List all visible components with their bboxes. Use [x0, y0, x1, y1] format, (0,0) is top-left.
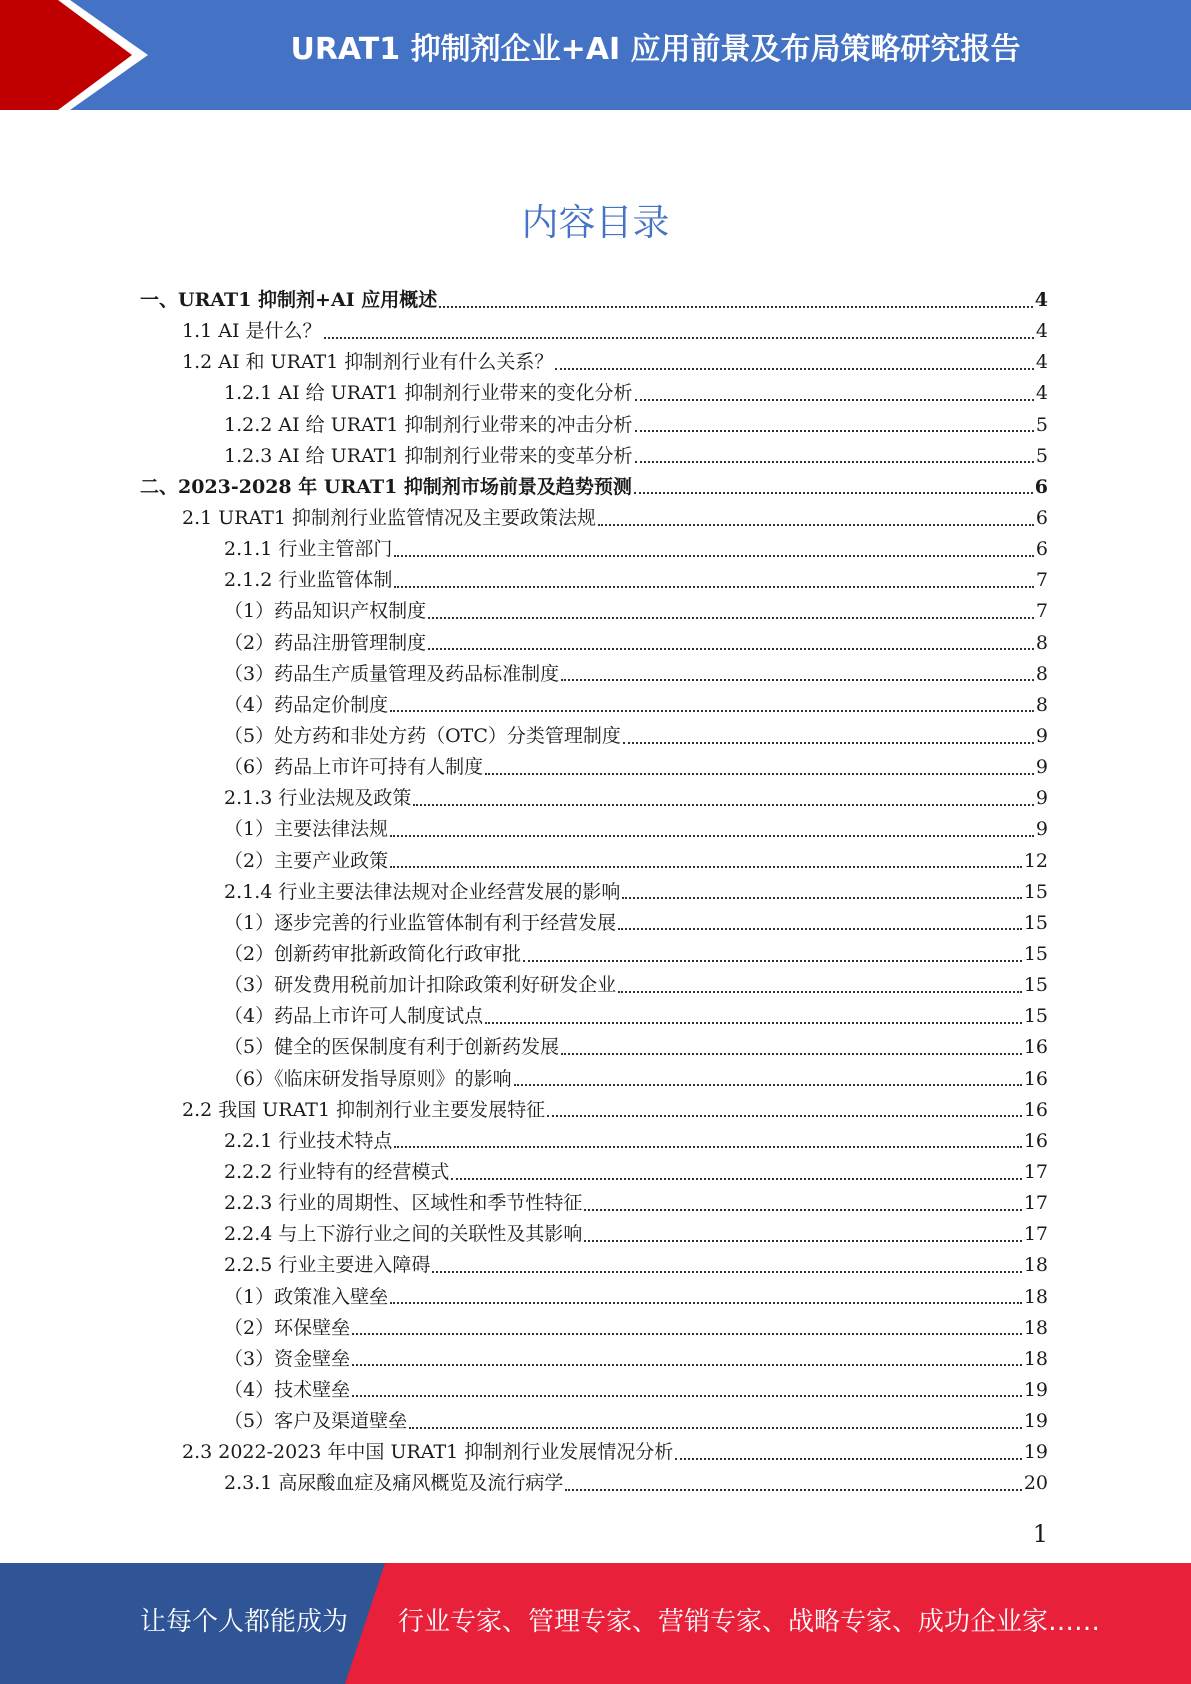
toc-entry[interactable] [140, 1250, 1048, 1281]
footer-slogan-left: 让每个人都能成为 [140, 1607, 349, 1637]
toc-entry-page: 4 [1035, 382, 1048, 405]
toc-leader-dots [413, 804, 1034, 806]
toc-entry-text: 1.1 AI 是什么？ [182, 320, 322, 343]
toc-entry-page: 16 [1023, 1098, 1048, 1121]
toc-entry-page: 16 [1023, 1067, 1048, 1090]
toc-entry-text: 2.2.2 行业特有的经营模式 [224, 1160, 450, 1183]
toc-entry[interactable] [140, 1468, 1048, 1499]
toc-leader-dots [428, 648, 1034, 650]
toc-entry-text: 二、2023-2028 年 URAT1 抑制剂市场前景及趋势预测 [140, 475, 632, 498]
toc-leader-dots [394, 555, 1034, 557]
toc-entry[interactable] [140, 1313, 1048, 1344]
toc-entry-text: 1.2 AI 和 URAT1 抑制剂行业有什么关系？ [182, 351, 554, 374]
toc-entry[interactable] [140, 659, 1048, 690]
toc-leader-dots [635, 399, 1034, 401]
toc-leader-dots [622, 897, 1021, 899]
toc-entry-text: 2.2.5 行业主要进入障碍 [224, 1254, 431, 1277]
toc-entry-text: （5）健全的医保制度有利于创新药发展 [224, 1036, 560, 1059]
toc-entry[interactable] [140, 285, 1048, 316]
toc-entry-page: 15 [1023, 911, 1048, 934]
toc-entry-page: 19 [1023, 1378, 1048, 1401]
toc-leader-dots [561, 679, 1034, 681]
toc-leader-dots [352, 1333, 1022, 1335]
toc-entry[interactable] [140, 783, 1048, 814]
toc-entry-text: （6）《临床研发指导原则》的影响 [224, 1067, 512, 1090]
toc-entry[interactable] [140, 877, 1048, 908]
toc-leader-dots [451, 1178, 1021, 1180]
toc-entry[interactable] [140, 503, 1048, 534]
toc-entry-page: 15 [1023, 942, 1048, 965]
toc-entry-text: 2.3 2022-2023 年中国 URAT1 抑制剂行业发展情况分析 [182, 1441, 674, 1464]
toc-entry-text: 2.2.3 行业的周期性、区域性和季节性特征 [224, 1192, 583, 1215]
report-title: URAT1 抑制剂企业+AI 应用前景及布局策略研究报告 [290, 32, 1021, 67]
toc-entry-page: 18 [1023, 1254, 1048, 1277]
toc-entry-page: 7 [1035, 569, 1048, 592]
toc-leader-dots [618, 928, 1022, 930]
toc-leader-dots [561, 1053, 1022, 1055]
toc-entry-text: 2.3.1 高尿酸血症及痛风概览及流行病学 [224, 1472, 564, 1495]
toc-leader-dots [324, 337, 1034, 339]
toc-leader-dots [390, 866, 1022, 868]
toc-entry-text: （5）客户及渠道壁垒 [224, 1410, 408, 1433]
toc-entry[interactable] [140, 690, 1048, 721]
toc-leader-dots [547, 1115, 1022, 1117]
toc-leader-dots [352, 1395, 1022, 1397]
toc-entry-page: 6 [1034, 475, 1048, 498]
toc-leader-dots [352, 1364, 1022, 1366]
toc-entry-text: （1）主要法律法规 [224, 818, 389, 841]
toc-entry[interactable] [140, 1344, 1048, 1375]
toc-entry[interactable] [140, 814, 1048, 845]
toc-leader-dots [635, 430, 1034, 432]
toc-entry-text: （1）药品知识产权制度 [224, 600, 427, 623]
toc-entry-text: （3）药品生产质量管理及药品标准制度 [224, 662, 560, 685]
toc-entry-page: 5 [1035, 444, 1048, 467]
toc-entry[interactable] [140, 752, 1048, 783]
toc-entry-text: （2）主要产业政策 [224, 849, 389, 872]
toc-entry[interactable] [140, 378, 1048, 409]
toc-leader-dots [634, 492, 1033, 494]
toc-entry-page: 16 [1023, 1129, 1048, 1152]
toc-leader-dots [523, 960, 1022, 962]
toc-entry-page: 4 [1035, 351, 1048, 374]
toc-entry-text: （2）药品注册管理制度 [224, 631, 427, 654]
toc-entry-text: 2.2.1 行业技术特点 [224, 1129, 393, 1152]
toc-entry[interactable] [140, 565, 1048, 596]
toc-entry[interactable] [140, 1375, 1048, 1406]
toc-leader-dots [428, 617, 1034, 619]
toc-entry-text: （6）药品上市许可持有人制度 [224, 756, 484, 779]
toc-entry-text: 1.2.1 AI 给 URAT1 抑制剂行业带来的变化分析 [224, 382, 633, 405]
toc-entry[interactable] [140, 441, 1048, 472]
toc-entry[interactable] [140, 721, 1048, 752]
toc-entry[interactable] [140, 1188, 1048, 1219]
toc-entry[interactable] [140, 1064, 1048, 1095]
toc-leader-dots [675, 1458, 1022, 1460]
toc-entry-page: 4 [1035, 320, 1048, 343]
toc-entry[interactable] [140, 939, 1048, 970]
toc-entry-text: 1.2.3 AI 给 URAT1 抑制剂行业带来的变革分析 [224, 444, 633, 467]
toc-entry[interactable] [140, 410, 1048, 441]
toc-entry[interactable] [140, 908, 1048, 939]
toc-leader-dots [555, 368, 1034, 370]
toc-entry[interactable] [140, 1437, 1048, 1468]
toc-entry-page: 19 [1023, 1410, 1048, 1433]
toc-leader-dots [584, 1209, 1021, 1211]
toc-entry[interactable] [140, 1282, 1048, 1313]
toc-leader-dots [565, 1489, 1021, 1491]
toc-leader-dots [390, 1302, 1022, 1304]
toc-leader-dots [598, 524, 1034, 526]
toc-entry-text: （2）创新药审批新政简化行政审批 [224, 942, 522, 965]
toc-entry[interactable] [140, 1001, 1048, 1032]
toc-leader-dots [390, 710, 1034, 712]
footer-slogan-right: 行业专家、管理专家、营销专家、战略专家、成功企业家…… [398, 1607, 1101, 1637]
toc-leader-dots [618, 991, 1022, 993]
toc-entry-page: 8 [1035, 662, 1048, 685]
toc-entry[interactable] [140, 596, 1048, 627]
toc-entry-page: 9 [1035, 724, 1048, 747]
toc-entry-text: 2.1.1 行业主管部门 [224, 538, 393, 561]
toc-leader-dots [514, 1084, 1022, 1086]
toc-entry-page: 17 [1023, 1223, 1048, 1246]
toc-entry[interactable] [140, 628, 1048, 659]
toc-leader-dots [390, 835, 1034, 837]
toc-entry-text: （4）药品定价制度 [224, 693, 389, 716]
toc-leader-dots [584, 1240, 1021, 1242]
toc-entry-page: 6 [1035, 506, 1048, 529]
toc-entry-text: （1）政策准入壁垒 [224, 1285, 389, 1308]
toc-entry-page: 17 [1023, 1160, 1048, 1183]
toc-leader-dots [439, 306, 1033, 308]
toc-leader-dots [485, 1022, 1022, 1024]
toc-entry[interactable] [140, 472, 1048, 503]
toc-entry[interactable] [140, 316, 1048, 347]
toc-entry-text: 2.1.4 行业主要法律法规对企业经营发展的影响 [224, 880, 621, 903]
toc-entry[interactable] [140, 846, 1048, 877]
toc-entry-page: 15 [1023, 974, 1048, 997]
toc-leader-dots [485, 773, 1034, 775]
toc-entry-page: 18 [1023, 1316, 1048, 1339]
page-footer [0, 1563, 1191, 1684]
toc-entry-text: 2.2 我国 URAT1 抑制剂行业主要发展特征 [182, 1098, 546, 1121]
toc-entry-page: 4 [1034, 289, 1048, 311]
table-of-contents [140, 285, 1048, 1499]
toc-entry[interactable] [140, 1406, 1048, 1437]
toc-entry-page: 9 [1035, 787, 1048, 810]
toc-entry-page: 8 [1035, 631, 1048, 654]
toc-entry-page: 16 [1023, 1036, 1048, 1059]
toc-entry-page: 20 [1023, 1472, 1048, 1495]
toc-entry-page: 15 [1023, 880, 1048, 903]
toc-leader-dots [432, 1271, 1021, 1273]
toc-entry-text: 一、URAT1 抑制剂+AI 应用概述 [140, 289, 438, 311]
toc-entry-text: 2.1 URAT1 抑制剂行业监管情况及主要政策法规 [182, 506, 597, 529]
page-number: 1 [1032, 1520, 1048, 1548]
toc-entry-text: （4）技术壁垒 [224, 1378, 351, 1401]
toc-entry-page: 19 [1023, 1441, 1048, 1464]
toc-entry-page: 18 [1023, 1347, 1048, 1370]
toc-entry-page: 5 [1035, 413, 1048, 436]
toc-entry[interactable] [140, 1032, 1048, 1063]
toc-entry-page: 12 [1023, 849, 1048, 872]
toc-entry-page: 7 [1035, 600, 1048, 623]
toc-entry-page: 9 [1035, 818, 1048, 841]
toc-entry-page: 17 [1023, 1192, 1048, 1215]
toc-entry-text: （4）药品上市许可人制度试点 [224, 1005, 484, 1028]
toc-entry-text: （5）处方药和非处方药（OTC）分类管理制度 [224, 724, 621, 747]
toc-entry-text: 2.2.4 与上下游行业之间的关联性及其影响 [224, 1223, 583, 1246]
toc-entry-page: 15 [1023, 1005, 1048, 1028]
toc-leader-dots [394, 1146, 1021, 1148]
toc-entry[interactable] [140, 970, 1048, 1001]
toc-entry-page: 8 [1035, 693, 1048, 716]
page-header [0, 0, 1191, 110]
toc-leader-dots [623, 742, 1034, 744]
toc-entry[interactable] [140, 1095, 1048, 1126]
toc-entry-text: （3）资金壁垒 [224, 1347, 351, 1370]
toc-entry[interactable] [140, 1126, 1048, 1157]
toc-heading: 内容目录 [521, 201, 670, 244]
toc-entry-text: 2.1.3 行业法规及政策 [224, 787, 412, 810]
toc-leader-dots [394, 586, 1034, 588]
toc-entry-text: （1）逐步完善的行业监管体制有利于经营发展 [224, 911, 617, 934]
toc-entry-text: （2）环保壁垒 [224, 1316, 351, 1339]
toc-leader-dots [409, 1427, 1022, 1429]
toc-entry[interactable] [140, 1157, 1048, 1188]
toc-entry-text: （3）研发费用税前加计扣除政策利好研发企业 [224, 974, 617, 997]
toc-leader-dots [635, 461, 1034, 463]
toc-entry[interactable] [140, 347, 1048, 378]
toc-entry-page: 18 [1023, 1285, 1048, 1308]
toc-entry[interactable] [140, 534, 1048, 565]
toc-entry-page: 9 [1035, 756, 1048, 779]
toc-entry-text: 1.2.2 AI 给 URAT1 抑制剂行业带来的冲击分析 [224, 413, 633, 436]
toc-entry[interactable] [140, 1219, 1048, 1250]
toc-entry-text: 2.1.2 行业监管体制 [224, 569, 393, 592]
toc-entry-page: 6 [1035, 538, 1048, 561]
